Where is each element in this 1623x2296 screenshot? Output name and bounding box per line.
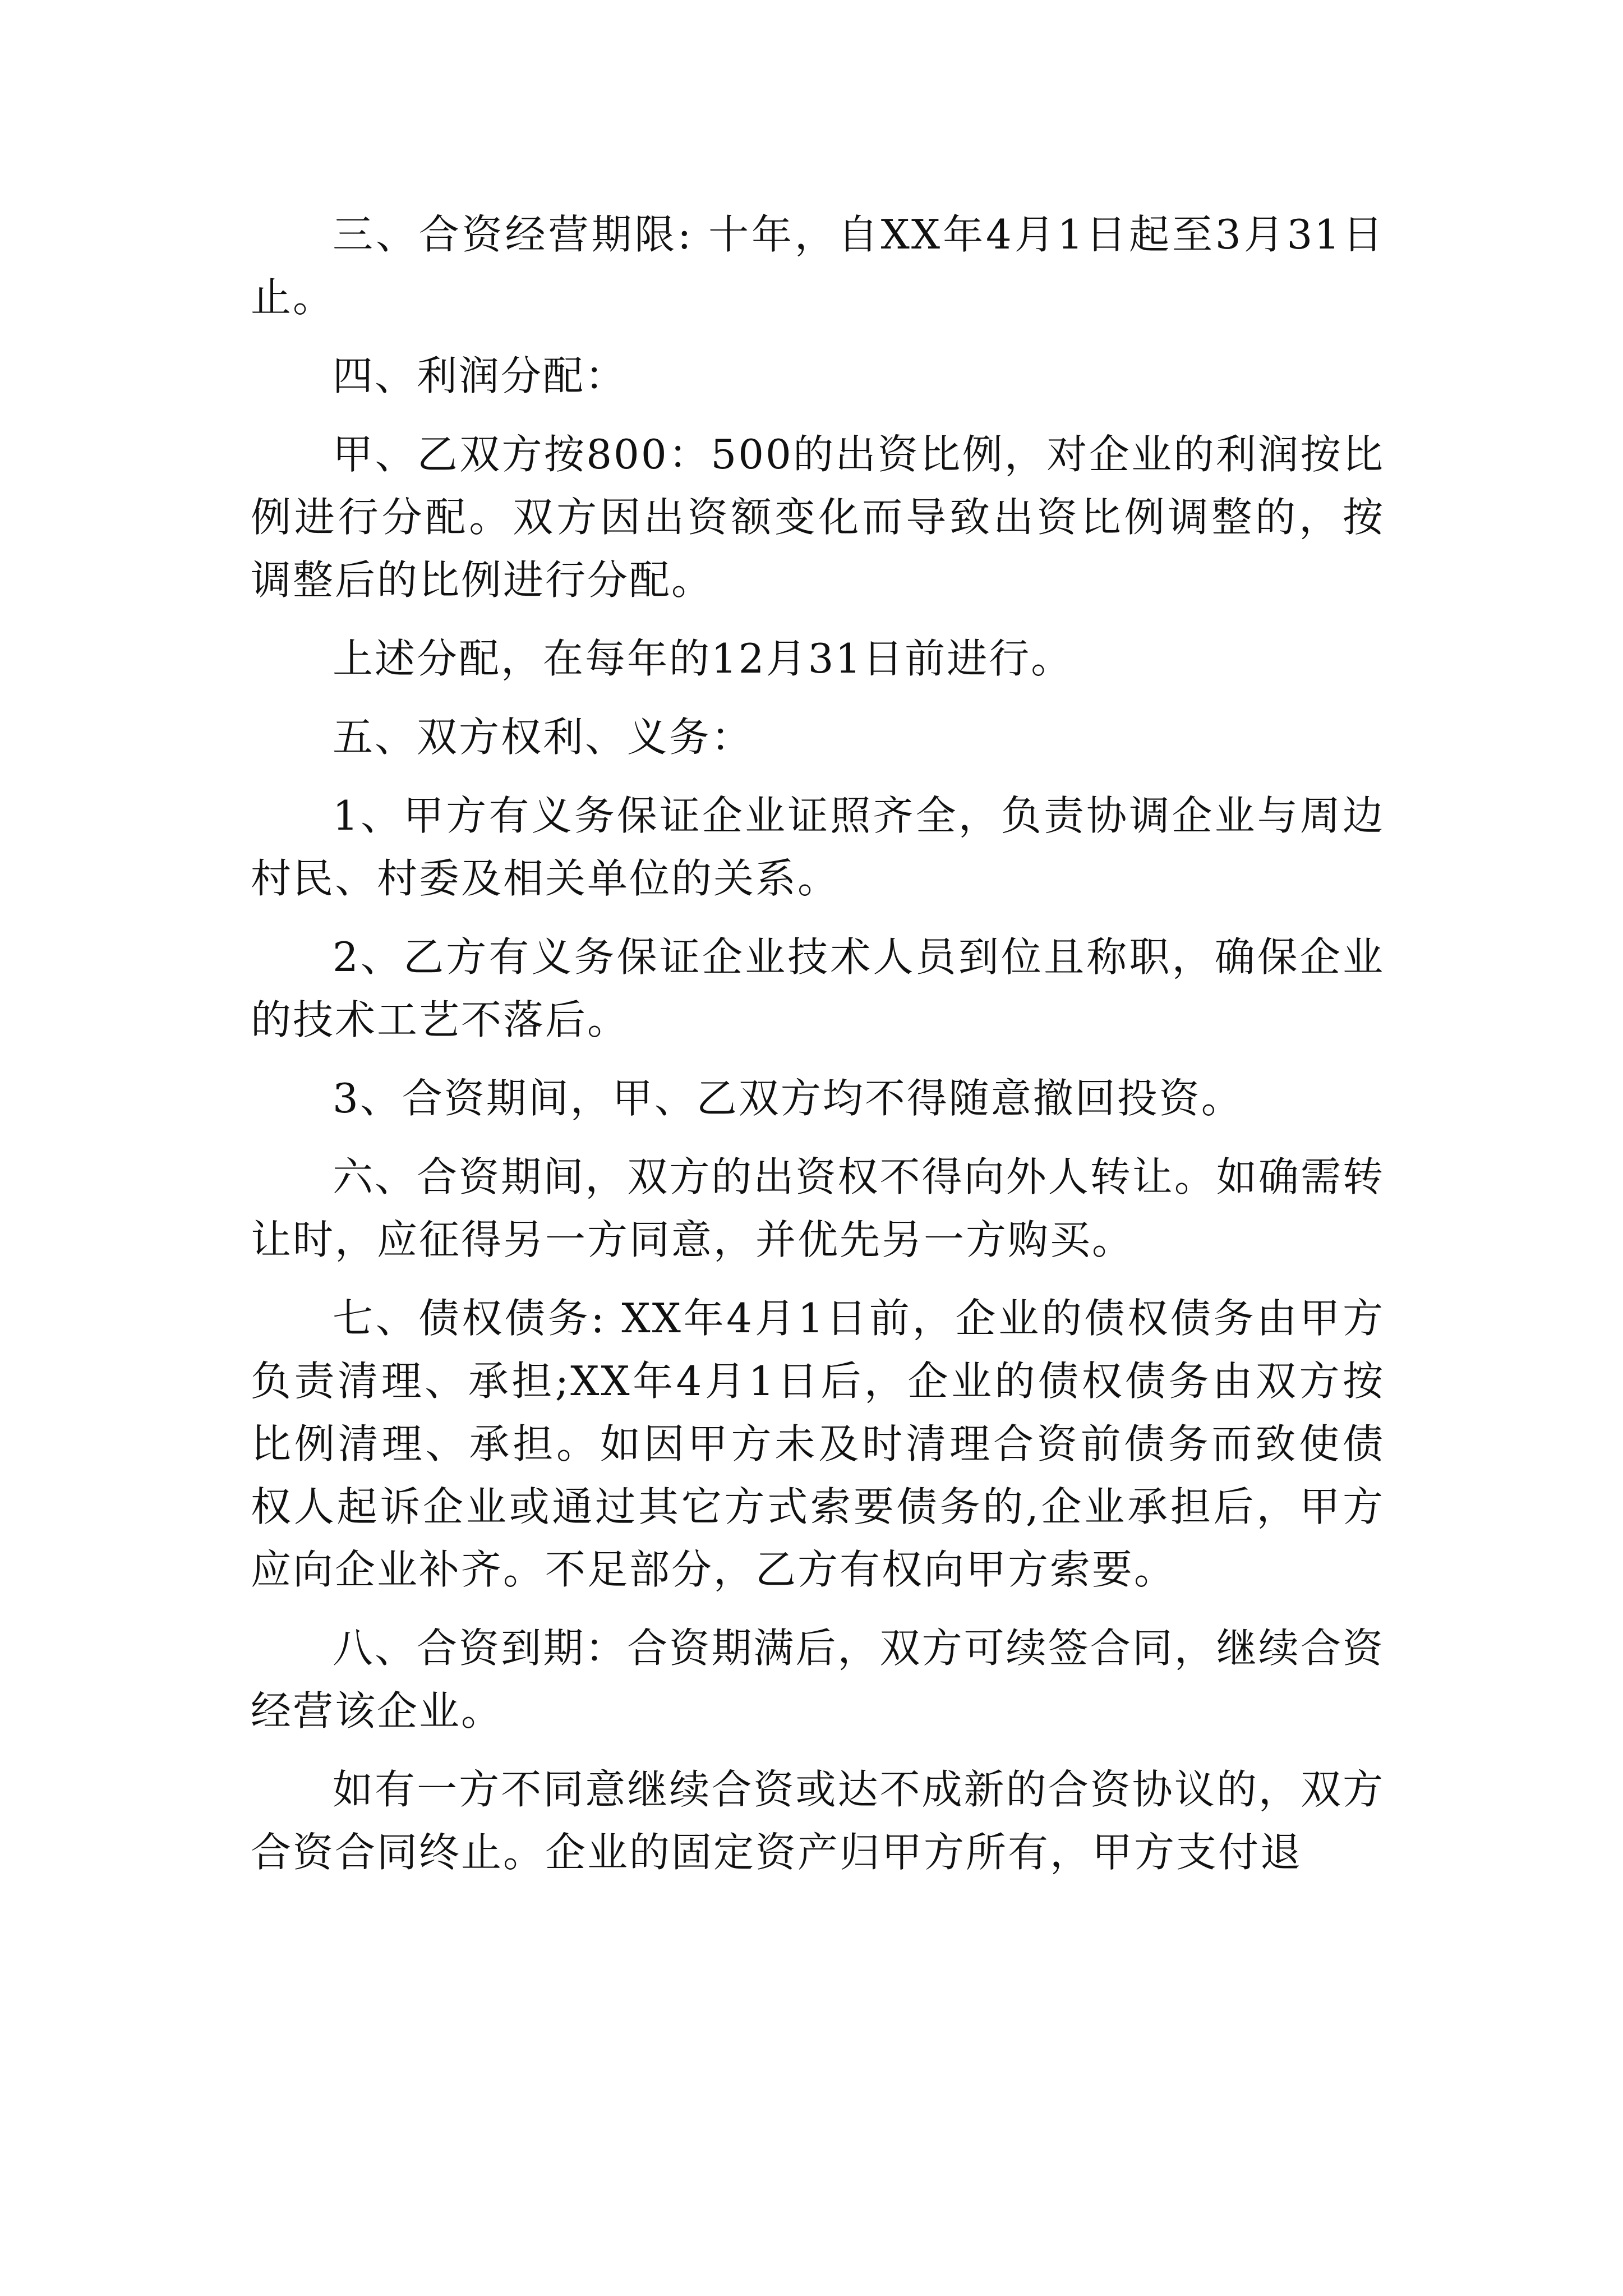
- paragraph-debts: 七、债权债务: XX年4月1日前，企业的债权债务由甲方负责清理、承担;XX年4月1日后，企业的债权债务由双方按比例清理、承担。如因甲方未及时清理合资前债务而致使债权人起诉企业或通过其它方式索要债务的,企业承担后，甲方应向企业补齐。不足部分，乙方有权向甲方索要。: [251, 1295, 1385, 1593]
- paragraph-profit-date: 上述分配，在每年的12月31日前进行。: [333, 635, 1073, 682]
- paragraph-termination: 如有一方不同意继续合资或达不成新的合资协议的，双方合资合同终止。企业的固定资产归甲方所有，甲方支付退: [251, 1766, 1385, 1876]
- paragraph-profit-heading: 四、利润分配：: [333, 352, 628, 399]
- paragraph-right-2: 2、乙方有义务保证企业技术人员到位且称职，确保企业的技术工艺不落后。: [251, 933, 1385, 1043]
- paragraph-expiry: 八、合资到期：合资期满后，双方可续签合同，继续合资经营该企业。: [251, 1625, 1385, 1734]
- document-body: [251, 203, 1385, 1899]
- paragraph-right-1: 1、甲方有义务保证企业证照齐全，负责协调企业与周边村民、村委及相关单位的关系。: [251, 792, 1385, 902]
- paragraph-rights-heading: 五、双方权利、义务：: [333, 714, 754, 761]
- paragraph-term: 三、合资经营期限: 十年，自XX年4月1日起至3月31日止。: [251, 211, 1385, 321]
- paragraph-profit-ratio: 甲、乙双方按800：500的出资比例，对企业的利润按比例进行分配。双方因出资额变化而导致出资比例调整的，按调整后的比例进行分配。: [251, 431, 1385, 604]
- paragraph-right-3: 3、合资期间，甲、乙双方均不得随意撤回投资。: [333, 1075, 1243, 1122]
- paragraph-transfer: 六、合资期间，双方的出资权不得向外人转让。如确需转让时，应征得另一方同意，并优先另一方购买。: [251, 1153, 1385, 1263]
